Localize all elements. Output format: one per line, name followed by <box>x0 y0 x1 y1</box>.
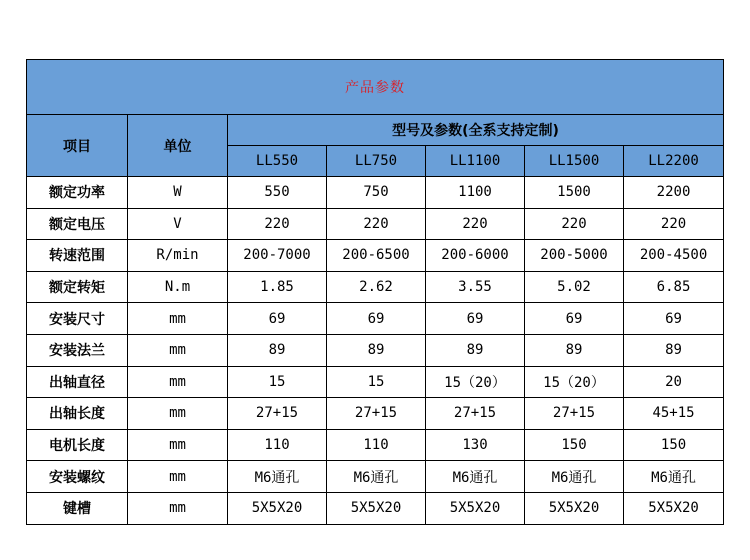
row-value-cell: 27+15 <box>525 398 624 430</box>
row-value-cell: 6.85 <box>624 271 724 303</box>
row-unit: mm <box>128 492 228 524</box>
row-value-cell: 130 <box>426 429 525 461</box>
row-unit: mm <box>128 398 228 430</box>
row-unit: mm <box>128 334 228 366</box>
table-row <box>27 461 724 493</box>
row-value-cell: 5X5X20 <box>624 492 724 524</box>
row-unit: mm <box>128 303 228 335</box>
row-unit: mm <box>128 366 228 398</box>
row-unit: R/min <box>128 240 228 272</box>
row-value-cell: M6通孔 <box>525 461 624 493</box>
header-item: 项目 <box>27 115 128 177</box>
row-item-label: 出轴直径 <box>27 366 128 398</box>
row-value-cell: 89 <box>426 334 525 366</box>
row-value-cell: 1100 <box>426 177 525 209</box>
row-value-cell: 89 <box>327 334 426 366</box>
row-unit: V <box>128 208 228 240</box>
table-row <box>27 429 724 461</box>
row-value-cell: 5X5X20 <box>228 492 327 524</box>
row-item-label: 安装尺寸 <box>27 303 128 335</box>
row-value-cell: M6通孔 <box>228 461 327 493</box>
row-value-cell: 220 <box>624 208 724 240</box>
row-value-cell: 89 <box>624 334 724 366</box>
row-value-cell: 150 <box>624 429 724 461</box>
row-value-cell: 69 <box>525 303 624 335</box>
row-value-cell: 69 <box>624 303 724 335</box>
row-value-cell: 200-4500 <box>624 240 724 272</box>
row-value-cell: 220 <box>426 208 525 240</box>
row-value-cell: 5X5X20 <box>426 492 525 524</box>
header-model: LL1500 <box>525 146 624 177</box>
row-value-cell: 200-6000 <box>426 240 525 272</box>
table-row <box>27 492 724 524</box>
row-value-cell: 220 <box>327 208 426 240</box>
row-value-cell: 550 <box>228 177 327 209</box>
row-unit: W <box>128 177 228 209</box>
row-item-label: 转速范围 <box>27 240 128 272</box>
row-value-cell: 5.02 <box>525 271 624 303</box>
header-model: LL1100 <box>426 146 525 177</box>
row-value-cell: 69 <box>426 303 525 335</box>
row-unit: mm <box>128 429 228 461</box>
table-row <box>27 366 724 398</box>
row-value-cell: 15 <box>327 366 426 398</box>
row-value-cell: 69 <box>228 303 327 335</box>
header-model: LL750 <box>327 146 426 177</box>
row-value-cell: 89 <box>525 334 624 366</box>
header-model: LL2200 <box>624 146 724 177</box>
header-unit: 单位 <box>128 115 228 177</box>
row-value-cell: 750 <box>327 177 426 209</box>
row-item-label: 额定转矩 <box>27 271 128 303</box>
row-value-cell: 45+15 <box>624 398 724 430</box>
row-value-cell: 220 <box>525 208 624 240</box>
row-value-cell: 200-7000 <box>228 240 327 272</box>
table-row <box>27 208 724 240</box>
row-value-cell: 20 <box>624 366 724 398</box>
table-row <box>27 271 724 303</box>
page-title: 产品参数 <box>27 60 724 115</box>
row-value-cell: 5X5X20 <box>327 492 426 524</box>
spec-table <box>26 59 724 525</box>
row-value-cell: 110 <box>327 429 426 461</box>
row-item-label: 键槽 <box>27 492 128 524</box>
row-item-label: 安装法兰 <box>27 334 128 366</box>
row-item-label: 额定电压 <box>27 208 128 240</box>
row-value-cell: 15（20） <box>525 366 624 398</box>
row-value-cell: 5X5X20 <box>525 492 624 524</box>
header-model-group: 型号及参数(全系支持定制) <box>228 115 724 146</box>
row-value-cell: 200-5000 <box>525 240 624 272</box>
row-value-cell: 220 <box>228 208 327 240</box>
row-item-label: 出轴长度 <box>27 398 128 430</box>
row-item-label: 额定功率 <box>27 177 128 209</box>
table-row <box>27 177 724 209</box>
row-value-cell: 110 <box>228 429 327 461</box>
row-unit: mm <box>128 461 228 493</box>
row-value-cell: 3.55 <box>426 271 525 303</box>
header-model: LL550 <box>228 146 327 177</box>
row-value-cell: 1.85 <box>228 271 327 303</box>
row-value-cell: 27+15 <box>327 398 426 430</box>
row-value-cell: 2.62 <box>327 271 426 303</box>
row-item-label: 安装螺纹 <box>27 461 128 493</box>
table-row <box>27 334 724 366</box>
row-value-cell: 27+15 <box>426 398 525 430</box>
row-unit: N.m <box>128 271 228 303</box>
row-value-cell: 2200 <box>624 177 724 209</box>
row-item-label: 电机长度 <box>27 429 128 461</box>
row-value-cell: M6通孔 <box>426 461 525 493</box>
row-value-cell: 200-6500 <box>327 240 426 272</box>
row-value-cell: M6通孔 <box>624 461 724 493</box>
table-row <box>27 303 724 335</box>
row-value-cell: 15 <box>228 366 327 398</box>
table-row <box>27 240 724 272</box>
row-value-cell: 27+15 <box>228 398 327 430</box>
row-value-cell: M6通孔 <box>327 461 426 493</box>
row-value-cell: 89 <box>228 334 327 366</box>
row-value-cell: 15（20） <box>426 366 525 398</box>
row-value-cell: 69 <box>327 303 426 335</box>
table-row <box>27 398 724 430</box>
row-value-cell: 150 <box>525 429 624 461</box>
row-value-cell: 1500 <box>525 177 624 209</box>
spec-body <box>27 177 724 525</box>
